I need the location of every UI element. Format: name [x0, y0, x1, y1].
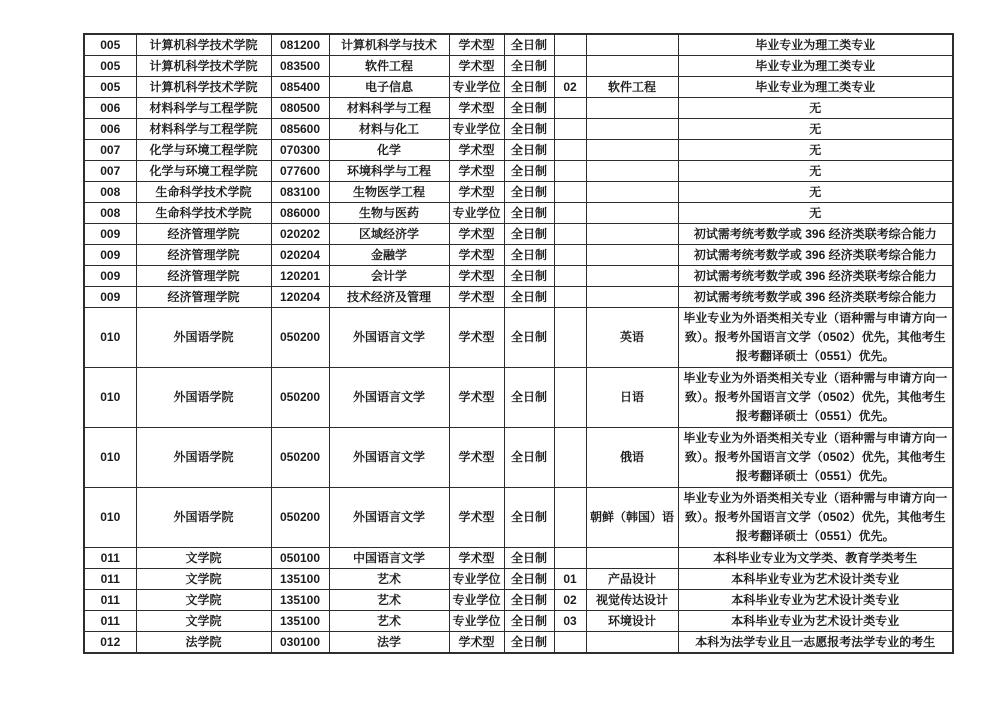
table-row: [84, 287, 953, 308]
cell-degree-type: 学术型: [449, 98, 504, 119]
cell-major: 计算机科学与技术: [329, 34, 449, 56]
cell-degree-type: 学术型: [449, 266, 504, 287]
cell-remark: 无: [678, 161, 953, 182]
cell-study-mode: 全日制: [504, 56, 554, 77]
cell-college: 计算机科学技术学院: [136, 56, 271, 77]
table-row: [84, 488, 953, 548]
cell-direction: [586, 161, 678, 182]
cell-direction: 俄语: [586, 428, 678, 488]
cell-dept-code: 006: [84, 98, 136, 119]
table-row: [84, 56, 953, 77]
cell-major: 区域经济学: [329, 224, 449, 245]
cell-major-code: 070300: [271, 140, 329, 161]
cell-study-mode: 全日制: [504, 590, 554, 611]
cell-remark: 无: [678, 203, 953, 224]
cell-remark: 本科毕业专业为艺术设计类专业: [678, 590, 953, 611]
cell-direction: 日语: [586, 368, 678, 428]
cell-direction-code: [554, 161, 586, 182]
cell-dept-code: 009: [84, 224, 136, 245]
admissions-table-body: [84, 34, 953, 653]
cell-dept-code: 005: [84, 34, 136, 56]
cell-direction: [586, 98, 678, 119]
cell-degree-type: 专业学位: [449, 119, 504, 140]
cell-direction-code: [554, 140, 586, 161]
cell-study-mode: 全日制: [504, 428, 554, 488]
cell-degree-type: 学术型: [449, 428, 504, 488]
cell-major: 技术经济及管理: [329, 287, 449, 308]
cell-degree-type: 学术型: [449, 488, 504, 548]
cell-dept-code: 011: [84, 590, 136, 611]
cell-college: 化学与环境工程学院: [136, 161, 271, 182]
cell-study-mode: 全日制: [504, 368, 554, 428]
cell-major-code: 083100: [271, 182, 329, 203]
cell-study-mode: 全日制: [504, 77, 554, 98]
table-row: [84, 182, 953, 203]
cell-direction: [586, 119, 678, 140]
table-row: [84, 428, 953, 488]
cell-major: 材料与化工: [329, 119, 449, 140]
cell-direction: [586, 632, 678, 654]
cell-direction-code: [554, 266, 586, 287]
cell-direction-code: [554, 632, 586, 654]
cell-study-mode: 全日制: [504, 203, 554, 224]
table-row: [84, 161, 953, 182]
cell-dept-code: 007: [84, 161, 136, 182]
cell-major-code: 083500: [271, 56, 329, 77]
cell-direction-code: [554, 203, 586, 224]
cell-major-code: 050100: [271, 548, 329, 569]
cell-college: 材料科学与工程学院: [136, 98, 271, 119]
cell-remark: 初试需考统考数学或 396 经济类联考综合能力: [678, 266, 953, 287]
cell-major: 生物与医药: [329, 203, 449, 224]
cell-direction: 视觉传达设计: [586, 590, 678, 611]
cell-dept-code: 009: [84, 266, 136, 287]
cell-college: 经济管理学院: [136, 287, 271, 308]
cell-remark: 毕业专业为理工类专业: [678, 34, 953, 56]
cell-study-mode: 全日制: [504, 140, 554, 161]
cell-remark: 毕业专业为外语类相关专业（语种需与申请方向一致）。报考外国语言文学（0502）优先，其他考生报考翻译硕士（0551）优先。: [678, 428, 953, 488]
table-row: [84, 98, 953, 119]
cell-major-code: 135100: [271, 569, 329, 590]
cell-study-mode: 全日制: [504, 308, 554, 368]
cell-major-code: 077600: [271, 161, 329, 182]
table-row: [84, 245, 953, 266]
cell-direction-code: [554, 34, 586, 56]
cell-remark: 本科毕业专业为艺术设计类专业: [678, 611, 953, 632]
cell-major: 外国语言文学: [329, 488, 449, 548]
cell-degree-type: 学术型: [449, 34, 504, 56]
cell-college: 化学与环境工程学院: [136, 140, 271, 161]
cell-college: 外国语学院: [136, 428, 271, 488]
cell-college: 计算机科学技术学院: [136, 34, 271, 56]
cell-dept-code: 005: [84, 56, 136, 77]
cell-college: 经济管理学院: [136, 224, 271, 245]
cell-major: 会计学: [329, 266, 449, 287]
cell-direction: 软件工程: [586, 77, 678, 98]
cell-major: 环境科学与工程: [329, 161, 449, 182]
cell-college: 文学院: [136, 590, 271, 611]
cell-study-mode: 全日制: [504, 569, 554, 590]
cell-college: 文学院: [136, 569, 271, 590]
cell-direction: [586, 203, 678, 224]
cell-direction: [586, 140, 678, 161]
cell-direction: 环境设计: [586, 611, 678, 632]
table-row: [84, 34, 953, 56]
cell-degree-type: 学术型: [449, 548, 504, 569]
cell-dept-code: 010: [84, 308, 136, 368]
cell-dept-code: 010: [84, 488, 136, 548]
cell-dept-code: 008: [84, 182, 136, 203]
cell-major: 艺术: [329, 590, 449, 611]
cell-direction: [586, 245, 678, 266]
cell-major: 化学: [329, 140, 449, 161]
cell-degree-type: 学术型: [449, 632, 504, 654]
table-row: [84, 266, 953, 287]
table-row: [84, 119, 953, 140]
cell-major: 生物医学工程: [329, 182, 449, 203]
table-row: [84, 140, 953, 161]
cell-study-mode: 全日制: [504, 488, 554, 548]
table-row: [84, 203, 953, 224]
cell-direction: 产品设计: [586, 569, 678, 590]
cell-direction: [586, 287, 678, 308]
cell-remark: 无: [678, 182, 953, 203]
cell-major: 软件工程: [329, 56, 449, 77]
cell-dept-code: 012: [84, 632, 136, 654]
cell-college: 外国语学院: [136, 308, 271, 368]
cell-remark: 毕业专业为理工类专业: [678, 77, 953, 98]
table-row: [84, 632, 953, 654]
cell-degree-type: 学术型: [449, 245, 504, 266]
cell-remark: 本科毕业专业为文学类、教育学类考生: [678, 548, 953, 569]
cell-degree-type: 专业学位: [449, 611, 504, 632]
cell-major: 法学: [329, 632, 449, 654]
cell-college: 文学院: [136, 611, 271, 632]
table-row: [84, 77, 953, 98]
cell-direction: [586, 266, 678, 287]
cell-direction-code: 02: [554, 590, 586, 611]
cell-college: 经济管理学院: [136, 266, 271, 287]
cell-major-code: 020202: [271, 224, 329, 245]
cell-direction-code: 02: [554, 77, 586, 98]
table-row: [84, 224, 953, 245]
cell-degree-type: 学术型: [449, 161, 504, 182]
cell-remark: 毕业专业为外语类相关专业（语种需与申请方向一致）。报考外国语言文学（0502）优先，其他考生报考翻译硕士（0551）优先。: [678, 488, 953, 548]
cell-major: 外国语言文学: [329, 428, 449, 488]
cell-degree-type: 学术型: [449, 308, 504, 368]
cell-study-mode: 全日制: [504, 119, 554, 140]
cell-direction-code: [554, 488, 586, 548]
cell-dept-code: 009: [84, 287, 136, 308]
cell-remark: 无: [678, 98, 953, 119]
cell-major-code: 135100: [271, 590, 329, 611]
table-row: [84, 548, 953, 569]
cell-major: 艺术: [329, 569, 449, 590]
cell-direction: [586, 182, 678, 203]
cell-study-mode: 全日制: [504, 287, 554, 308]
cell-remark: 本科毕业专业为艺术设计类专业: [678, 569, 953, 590]
cell-college: 计算机科学技术学院: [136, 77, 271, 98]
cell-direction-code: [554, 182, 586, 203]
cell-dept-code: 007: [84, 140, 136, 161]
cell-direction-code: [554, 224, 586, 245]
cell-major-code: 050200: [271, 428, 329, 488]
cell-major: 中国语言文学: [329, 548, 449, 569]
cell-study-mode: 全日制: [504, 548, 554, 569]
cell-major-code: 050200: [271, 488, 329, 548]
cell-dept-code: 008: [84, 203, 136, 224]
cell-major: 外国语言文学: [329, 368, 449, 428]
cell-degree-type: 专业学位: [449, 77, 504, 98]
cell-dept-code: 011: [84, 569, 136, 590]
cell-remark: 毕业专业为外语类相关专业（语种需与申请方向一致）。报考外国语言文学（0502）优先，其他考生报考翻译硕士（0551）优先。: [678, 368, 953, 428]
cell-study-mode: 全日制: [504, 34, 554, 56]
cell-major-code: 030100: [271, 632, 329, 654]
cell-study-mode: 全日制: [504, 245, 554, 266]
cell-study-mode: 全日制: [504, 98, 554, 119]
cell-college: 生命科学技术学院: [136, 182, 271, 203]
cell-degree-type: 专业学位: [449, 203, 504, 224]
cell-remark: 本科为法学专业且一志愿报考法学专业的考生: [678, 632, 953, 654]
cell-study-mode: 全日制: [504, 632, 554, 654]
cell-dept-code: 005: [84, 77, 136, 98]
table-row: [84, 368, 953, 428]
cell-major: 艺术: [329, 611, 449, 632]
cell-major: 材料科学与工程: [329, 98, 449, 119]
cell-dept-code: 011: [84, 548, 136, 569]
cell-remark: 初试需考统考数学或 396 经济类联考综合能力: [678, 224, 953, 245]
cell-degree-type: 学术型: [449, 368, 504, 428]
cell-major-code: 050200: [271, 368, 329, 428]
cell-college: 法学院: [136, 632, 271, 654]
cell-remark: 无: [678, 140, 953, 161]
cell-direction-code: [554, 428, 586, 488]
cell-college: 文学院: [136, 548, 271, 569]
cell-major-code: 135100: [271, 611, 329, 632]
cell-direction-code: [554, 98, 586, 119]
cell-direction-code: [554, 56, 586, 77]
cell-direction-code: 03: [554, 611, 586, 632]
cell-study-mode: 全日制: [504, 266, 554, 287]
cell-degree-type: 学术型: [449, 182, 504, 203]
cell-direction-code: [554, 119, 586, 140]
cell-remark: 毕业专业为外语类相关专业（语种需与申请方向一致）。报考外国语言文学（0502）优先，其他考生报考翻译硕士（0551）优先。: [678, 308, 953, 368]
cell-degree-type: 学术型: [449, 287, 504, 308]
cell-college: 生命科学技术学院: [136, 203, 271, 224]
cell-dept-code: 009: [84, 245, 136, 266]
cell-direction-code: [554, 368, 586, 428]
cell-major-code: 085400: [271, 77, 329, 98]
cell-degree-type: 学术型: [449, 56, 504, 77]
cell-major-code: 050200: [271, 308, 329, 368]
cell-study-mode: 全日制: [504, 611, 554, 632]
cell-study-mode: 全日制: [504, 161, 554, 182]
cell-degree-type: 学术型: [449, 224, 504, 245]
cell-remark: 无: [678, 119, 953, 140]
cell-direction: [586, 34, 678, 56]
table-row: [84, 590, 953, 611]
cell-study-mode: 全日制: [504, 224, 554, 245]
cell-major-code: 086000: [271, 203, 329, 224]
cell-direction-code: [554, 245, 586, 266]
cell-major-code: 020204: [271, 245, 329, 266]
cell-direction: [586, 56, 678, 77]
cell-remark: 初试需考统考数学或 396 经济类联考综合能力: [678, 287, 953, 308]
cell-degree-type: 学术型: [449, 140, 504, 161]
table-row: [84, 569, 953, 590]
cell-direction: [586, 548, 678, 569]
cell-direction-code: [554, 308, 586, 368]
cell-college: 材料科学与工程学院: [136, 119, 271, 140]
cell-remark: 毕业专业为理工类专业: [678, 56, 953, 77]
table-row: [84, 308, 953, 368]
cell-major-code: 120204: [271, 287, 329, 308]
cell-major-code: 081200: [271, 34, 329, 56]
table-row: [84, 611, 953, 632]
cell-direction-code: 01: [554, 569, 586, 590]
cell-degree-type: 专业学位: [449, 569, 504, 590]
cell-dept-code: 006: [84, 119, 136, 140]
cell-direction-code: [554, 287, 586, 308]
cell-college: 外国语学院: [136, 368, 271, 428]
cell-major-code: 080500: [271, 98, 329, 119]
cell-major: 金融学: [329, 245, 449, 266]
cell-major-code: 120201: [271, 266, 329, 287]
cell-dept-code: 010: [84, 368, 136, 428]
cell-college: 经济管理学院: [136, 245, 271, 266]
cell-direction-code: [554, 548, 586, 569]
cell-major-code: 085600: [271, 119, 329, 140]
cell-major: 外国语言文学: [329, 308, 449, 368]
cell-direction: 英语: [586, 308, 678, 368]
cell-dept-code: 011: [84, 611, 136, 632]
cell-direction: 朝鲜（韩国）语: [586, 488, 678, 548]
cell-study-mode: 全日制: [504, 182, 554, 203]
cell-major: 电子信息: [329, 77, 449, 98]
cell-dept-code: 010: [84, 428, 136, 488]
cell-remark: 初试需考统考数学或 396 经济类联考综合能力: [678, 245, 953, 266]
cell-college: 外国语学院: [136, 488, 271, 548]
admissions-table: [83, 33, 954, 654]
cell-degree-type: 专业学位: [449, 590, 504, 611]
cell-direction: [586, 224, 678, 245]
